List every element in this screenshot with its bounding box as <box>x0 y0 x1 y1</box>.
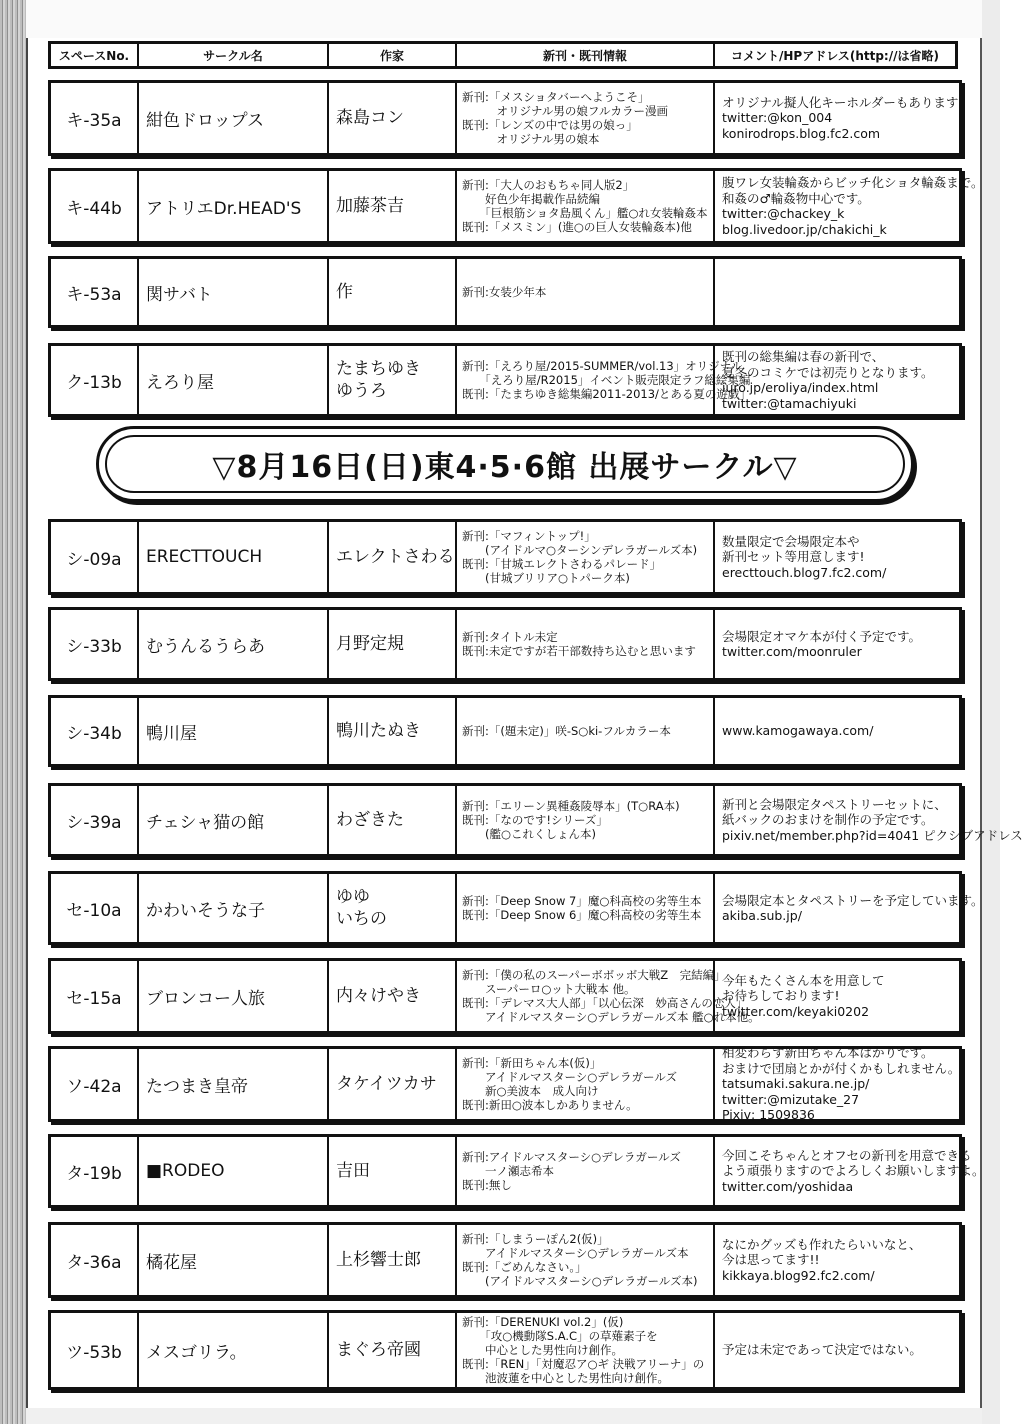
table-row <box>48 1310 962 1390</box>
release-info-line: 新刊:「大人のおもちゃ同人版2」 <box>462 178 635 192</box>
release-info-line: 一ノ瀬志希本 <box>462 1164 554 1178</box>
release-info-line: 既刊:「なのです!シリーズ」 <box>462 813 608 827</box>
comment-line: 既刊の総集編は春の新刊で、 <box>722 349 885 364</box>
release-info-line: 既刊:「たまちゆき総集編2011-2013/とある夏の遊戯」 <box>462 387 751 401</box>
author-cell <box>329 522 457 592</box>
comment-cell <box>715 171 984 241</box>
comment-cell <box>715 83 959 153</box>
circle-name: えろり屋 <box>146 372 214 393</box>
circle-name: チェシャ猫の館 <box>146 812 265 833</box>
release-info-line: 既刊:「ごめんなさい。」 <box>462 1260 587 1274</box>
author-name: 上杉響士郎 <box>336 1250 421 1270</box>
comment-url[interactable]: twitter:@mizutake_27 <box>722 1091 860 1107</box>
release-info-line: 池波蓮を中心とした男性向け創作。 <box>462 1371 669 1385</box>
release-info-line: 既刊:「メスミン」(進○の巨人女装輪姦本)他 <box>462 220 692 234</box>
circle-name-cell <box>139 1225 329 1295</box>
comment-cell <box>715 786 1023 854</box>
author-cell <box>329 874 457 942</box>
circle-name-cell <box>139 874 329 942</box>
circle-name: むうんるうらあ <box>146 636 265 657</box>
author-name: 内々けやき <box>336 986 421 1006</box>
comment-cell <box>715 1313 955 1387</box>
release-info-line: (甘城ブリリア○トパーク本) <box>462 571 630 585</box>
comment-line: おまけで団扇とかが付くかもしれません。 <box>722 1060 961 1076</box>
space-number: タ-36a <box>66 1252 122 1273</box>
comment-line: 数量限定で会場限定本や <box>722 533 860 549</box>
release-info-line: 新刊:「新田ちゃん本(仮)」 <box>462 1056 602 1070</box>
comment-url[interactable]: blog.livedoor.jp/chakichi_k <box>722 221 887 237</box>
table-row <box>48 80 962 156</box>
circle-name: 関サバト <box>146 284 213 305</box>
comment-line: 和姦の♂輪姦物中心です。 <box>722 190 870 206</box>
author-name: 吉田 <box>336 1161 370 1181</box>
author-name: たまちゆき <box>336 359 421 379</box>
comment-cell <box>715 259 955 325</box>
comment-cell <box>715 610 955 678</box>
author-cell <box>329 259 457 325</box>
author-cell <box>329 961 457 1031</box>
author-name: タケイツカサ <box>336 1074 437 1094</box>
circle-name-cell <box>139 961 329 1031</box>
space-number: シ-09a <box>66 549 122 570</box>
space-number-cell <box>51 1049 139 1119</box>
banner-text: ▽8月16日(日)東4·5·6館 出展サークル▽ <box>212 450 798 485</box>
release-info-line: (アイドルマ○ターシンデレラガールズ本) <box>462 543 698 557</box>
release-info-line: 既刊:「Deep Snow 6」魔○科高校の劣等生本 <box>462 908 702 922</box>
circle-name: 橘花屋 <box>146 1252 197 1273</box>
circle-name-cell <box>139 786 329 854</box>
space-number-cell <box>51 259 139 325</box>
circle-name-cell <box>139 171 329 241</box>
release-info-cell <box>457 1049 715 1119</box>
author-cell <box>329 1313 457 1387</box>
comment-cell <box>715 961 955 1031</box>
circle-name: かわいそうな子 <box>146 900 265 921</box>
space-number-cell <box>51 874 139 942</box>
comment-line: 新刊と会場限定タペストリーセットに、 <box>722 796 947 812</box>
release-info-line: 新刊:「マフィントップ!」 <box>462 529 596 543</box>
release-info-line: (アイドルマスターシ○デレラガールズ本) <box>462 1274 698 1288</box>
space-number: ク-13b <box>66 372 122 393</box>
circle-name: メスゴリラ。 <box>146 1342 247 1363</box>
space-number: キ-44b <box>66 198 122 219</box>
comment-line: 今年もたくさん本を用意して <box>722 972 885 988</box>
comment-url[interactable]: twitter:@kon_004 <box>722 110 833 126</box>
space-number: ツ-53b <box>66 1342 122 1363</box>
space-number: シ-34b <box>66 723 122 744</box>
space-number-cell <box>51 346 139 414</box>
comment-line: 夏冬のコミケでは初売りとなります。 <box>722 364 934 380</box>
comment-url[interactable]: kikkaya.blog92.fc2.com/ <box>722 1267 875 1283</box>
header-comment: コメント/HPアドレス(http://は省略) <box>730 48 939 63</box>
table-row <box>48 783 1023 857</box>
circle-name: ブロンコー人旅 <box>146 988 265 1009</box>
comment-line: 今は思ってます!! <box>722 1252 820 1268</box>
author-cell <box>329 346 457 414</box>
release-info-line: 既刊:「REN」「対魔忍ア○ギ 決戦アリーナ」の <box>462 1357 705 1371</box>
comment-url[interactable]: twitter:@chackey_k <box>722 206 845 221</box>
header-space: スペースNo. <box>51 44 139 66</box>
comment-line: よう頑張りますのでよろしくお願いしますよ。 <box>722 1163 985 1179</box>
comment-line: 腹ワレ女装輪姦からビッチ化ショタ輪姦まで。 <box>722 175 984 190</box>
release-info-line: 好色少年掲載作品続編 <box>462 192 600 206</box>
author-cell <box>329 1049 457 1119</box>
comment-url[interactable]: akiba.sub.jp/ <box>722 908 802 923</box>
space-number: タ-19b <box>66 1163 122 1184</box>
table-row <box>48 1046 962 1122</box>
release-info-line: 既刊:新田○波本しかありません。 <box>462 1098 638 1112</box>
release-info-line: スーパーロ○ット大戦本 他。 <box>462 982 636 996</box>
space-number: シ-33b <box>66 636 122 657</box>
author-cell <box>329 1225 457 1295</box>
author-name: いちの <box>336 909 387 929</box>
circle-name-cell <box>139 522 329 592</box>
release-info-line: 既刊:「デレマス大人部」「以心伝深 妙高さんの恋人」 <box>462 996 748 1010</box>
space-number-cell <box>51 786 139 854</box>
release-info-line: 新刊:タイトル未定 <box>462 630 558 644</box>
author-name: 鴨川たぬき <box>336 721 421 741</box>
author-cell <box>329 610 457 678</box>
release-info-line: (艦○これくしょん本) <box>462 827 597 841</box>
comment-line: 会場限定本とタペストリーを予定しています。 <box>722 892 984 908</box>
space-number: セ-15a <box>66 988 122 1009</box>
author-name: 加藤茶吉 <box>336 196 404 216</box>
release-info-line: 新刊:「メスショタバーへようこそ」 <box>462 90 650 104</box>
release-info-line: 新刊:「しまうーぽん2(仮)」 <box>462 1232 609 1246</box>
comment-line: 相変わらず新田ちゃん本ばかりです。 <box>722 1045 934 1061</box>
release-info-line: 新刊:「えろり屋/2015-SUMMER/vol.13」オリジナル <box>462 359 743 373</box>
author-cell <box>329 786 457 854</box>
release-info-line: 既刊:無し <box>462 1178 512 1192</box>
author-name: まぐろ帝國 <box>336 1340 421 1360</box>
space-number-cell <box>51 610 139 678</box>
release-info-cell <box>457 698 715 764</box>
comment-cell <box>715 874 984 942</box>
release-info-line: 新○美波本 成人向け <box>462 1084 599 1098</box>
circle-name-cell <box>139 1137 329 1205</box>
space-number: シ-39a <box>66 812 122 833</box>
space-number: セ-10a <box>66 900 122 921</box>
circle-name-cell <box>139 1049 329 1119</box>
release-info-cell <box>457 1313 715 1387</box>
release-info-line: 既刊:未定ですが若干部数持ち込むと思います <box>462 644 696 658</box>
comment-cell <box>715 1137 985 1205</box>
release-info-line: オリジナル男の娘本 <box>462 132 600 146</box>
space-number: ソ-42a <box>66 1076 122 1097</box>
release-info-cell <box>457 83 715 153</box>
comment-url[interactable]: pixiv.net/member.php?id=4041 ピクシブアドレス <box>722 827 1023 843</box>
space-number-cell <box>51 83 139 153</box>
release-info-cell <box>457 874 715 942</box>
table-row <box>48 519 962 595</box>
comment-url[interactable]: twitter.com/yoshidaa <box>722 1178 854 1194</box>
page-edge-right <box>980 0 1000 1424</box>
circle-name: ERECTTOUCH <box>146 547 263 567</box>
space-number-cell <box>51 1225 139 1295</box>
release-info-cell <box>457 786 715 854</box>
circle-name-cell <box>139 1313 329 1387</box>
release-info-line: アイドルマスターシ○デレラガールズ <box>462 1070 677 1084</box>
author-name: 作 <box>336 282 353 302</box>
release-info-line: 「巨根筋ショタ島風くん」艦○れ女装輪姦本 <box>462 206 708 220</box>
comment-cell <box>715 1225 955 1295</box>
space-number-cell <box>51 698 139 764</box>
release-info-cell <box>457 610 715 678</box>
space-number: キ-53a <box>66 284 122 305</box>
release-info-line: オリジナル男の娘フルカラー漫画 <box>462 104 668 118</box>
space-number-cell <box>51 1137 139 1205</box>
release-info-cell <box>457 171 715 241</box>
comment-url[interactable]: twitter.com/moonruler <box>722 644 862 659</box>
table-row <box>48 1222 962 1298</box>
circle-name-cell <box>139 259 329 325</box>
table-row <box>48 256 962 328</box>
author-name: エレクトさわる <box>336 547 455 567</box>
table-row <box>48 871 984 945</box>
circle-name-cell <box>139 83 329 153</box>
release-info-line: 新刊:アイドルマスターシ○デレラガールズ <box>462 1150 681 1164</box>
comment-url[interactable]: tatsumaki.sakura.ne.jp/ <box>722 1076 870 1092</box>
release-info-line: アイドルマスターシ○デレラガールズ本 艦○れ本他。 <box>462 1010 760 1024</box>
page-edge-left <box>0 0 28 1424</box>
author-name: ゆゆ <box>336 887 370 907</box>
release-info-line: 新刊:「僕の私のスーパーボボッボ大戦Z 完結編」 <box>462 968 726 982</box>
comment-cell <box>715 346 955 414</box>
comment-cell <box>715 522 955 592</box>
table-row <box>48 1134 985 1208</box>
top-margin <box>26 0 982 38</box>
release-info-cell <box>457 522 715 592</box>
comment-line: 紙バックのおまけを制作の予定です。 <box>722 812 934 828</box>
comment-url[interactable]: www.kamogawaya.com/ <box>722 723 874 739</box>
circle-name-cell <box>139 346 329 414</box>
space-number-cell <box>51 961 139 1031</box>
header-info: 新刊・既刊情報 <box>457 44 715 66</box>
author-name: ゆうろ <box>336 381 387 401</box>
author-cell <box>329 171 457 241</box>
comment-url[interactable]: konirodrops.blog.fc2.com <box>722 125 881 141</box>
circle-name-cell <box>139 698 329 764</box>
space-number-cell <box>51 1313 139 1387</box>
table-row <box>48 343 962 417</box>
release-info-cell <box>457 1137 715 1205</box>
release-info-line: 新刊:女装少年本 <box>462 285 547 299</box>
comment-line: お待ちしております! <box>722 988 840 1004</box>
author-cell <box>329 83 457 153</box>
release-info-line: 新刊:「Deep Snow 7」魔○科高校の劣等生本 <box>462 894 702 908</box>
author-name: 森島コン <box>336 108 404 128</box>
release-info-line: 中心とした男性向け創作。 <box>462 1343 623 1357</box>
release-info-line: 既刊:「レンズの中では男の娘っ」 <box>462 118 638 132</box>
header-circle: サークル名 <box>139 44 329 66</box>
space-number-cell <box>51 522 139 592</box>
comment-line: 新刊セット等用意します! <box>722 549 865 565</box>
release-info-cell <box>457 259 715 325</box>
release-info-cell <box>457 346 751 414</box>
comment-url[interactable]: twitter.com/keyaki0202 <box>722 1003 870 1019</box>
author-cell <box>329 1137 457 1205</box>
release-info-line: 新刊:「エリーン異種姦陵辱本」(T○RA本) <box>462 799 680 813</box>
table-row <box>48 168 984 244</box>
circle-name: 紺色ドロップス <box>146 110 264 131</box>
table-row <box>48 607 962 681</box>
comment-line: 予定は未定であって決定ではない。 <box>722 1342 922 1358</box>
comment-cell <box>715 698 955 764</box>
comment-line: 今回こそちゃんとオフセの新刊を用意できる <box>722 1147 972 1163</box>
comment-url[interactable]: Pixiv; 1509836 <box>722 1107 815 1123</box>
circle-name-cell <box>139 610 329 678</box>
table-header <box>48 41 958 69</box>
release-info-line: 新刊:「DERENUKI vol.2」(仮) <box>462 1315 624 1329</box>
release-info-line: 既刊:「甘城エレクトさわるパレード」 <box>462 557 662 571</box>
circle-name: ■RODEO <box>146 1161 225 1181</box>
author-cell <box>329 698 457 764</box>
comment-line: なにかグッズも作れたらいいなと、 <box>722 1236 922 1252</box>
space-number-cell <box>51 171 139 241</box>
author-name: 月野定規 <box>336 634 404 654</box>
release-info-cell <box>457 1225 715 1295</box>
table-row <box>48 695 962 767</box>
comment-url[interactable]: twitter:@tamachiyuki <box>722 395 857 411</box>
comment-cell <box>715 1045 961 1123</box>
comment-url[interactable]: erecttouch.blog7.fc2.com/ <box>722 564 887 580</box>
space-number: キ-35a <box>66 110 122 131</box>
release-info-line: 「攻○機動隊S.A.C」の草薙素子を <box>462 1329 658 1343</box>
release-info-line: 「えろり屋/R2015」イベント販売限定ラフ総絵集編 <box>462 373 751 387</box>
comment-line: オリジナル擬人化キーホルダーもあります <box>722 94 959 110</box>
circle-name: アトリエDr.HEAD'S <box>146 198 302 219</box>
table-row <box>48 958 962 1034</box>
header-author: 作家 <box>329 44 457 66</box>
release-info-cell <box>457 961 760 1031</box>
bottom-margin <box>26 1408 982 1424</box>
release-info-line: 新刊:「(題未定)」咲-S○ki-フルカラー本 <box>462 724 671 738</box>
comment-url[interactable]: iuro.jp/eroliya/index.html <box>722 380 879 395</box>
author-name: わざきた <box>336 810 404 830</box>
comment-line: 会場限定オマケ本が付く予定です。 <box>722 628 922 644</box>
circle-name: 鴨川屋 <box>146 723 197 744</box>
circle-name: たつまき皇帝 <box>146 1076 248 1097</box>
day-banner <box>96 426 914 502</box>
release-info-line: アイドルマスターシ○デレラガールズ本 <box>462 1246 689 1260</box>
